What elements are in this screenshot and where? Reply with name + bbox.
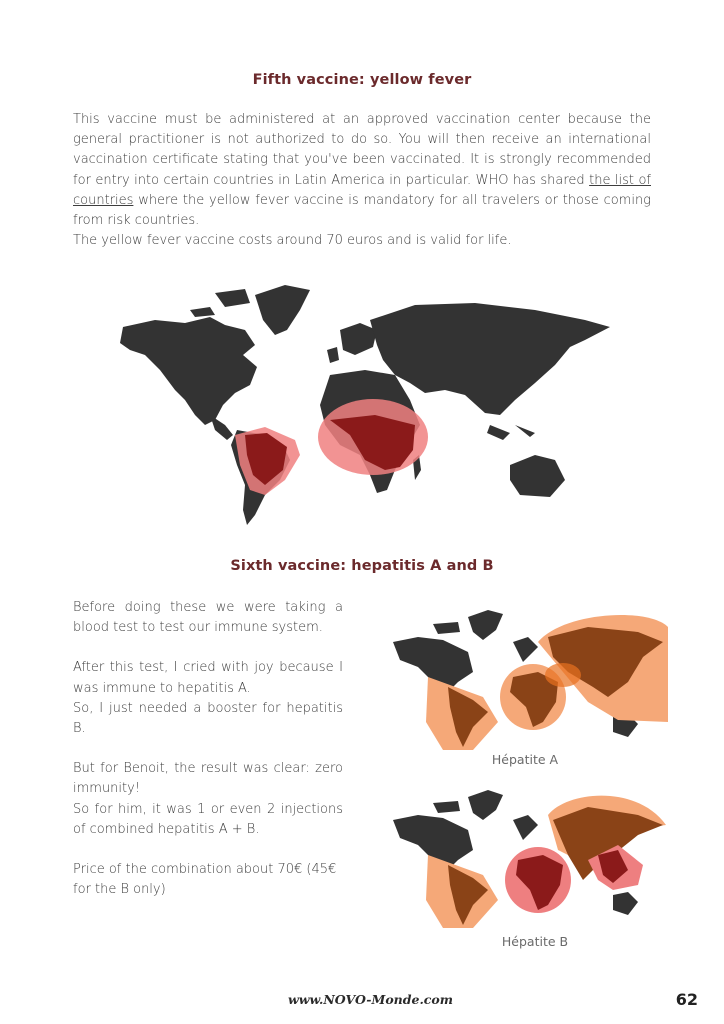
hepatitis-b-map [388,785,668,935]
price-text: The yellow fever vaccine costs around 70 euros and is valid for life. [73,233,512,249]
paragraph-text: But for Benoit, the result was clear: zero immunity! [73,761,343,797]
section-title-yellow-fever: Fifth vaccine: yellow fever [252,72,472,88]
paragraph-text: So, I just needed a booster for hepatitis B. [73,700,343,737]
hepatitis-a-map [388,602,668,752]
countries-list-link[interactable]: the list of countries [73,172,651,208]
paragraph-text: Before doing these we were taking a blood test to test our immune system. [73,600,343,636]
site-logo[interactable]: www.NOVO-Monde.com [288,992,453,1007]
hepatitis-a-caption: Hépatite A [491,752,559,767]
paragraph-text: where the yellow fever vaccine is mandatory for all travelers or those coming from risk countries. [73,192,651,229]
yellow-fever-world-map [115,275,615,530]
paragraph-text: So for him, it was 1 or even 2 injections of combined hepatitis A + B. [73,801,343,837]
paragraph-text: After this test, I cried with joy because I was immune to hepatitis A. [73,660,343,696]
yellow-fever-paragraph [73,110,651,251]
section-title-hepatitis: Sixth vaccine: hepatitis A and B [230,558,494,574]
hepatitis-b-caption: Hépatite B [501,934,569,949]
paragraph-text: This vaccine must be administered at an approved vaccination center because the general practitioner is not authorized to do so. You will then receive an international vaccination certificate stating that you've been vaccinated. It is strongly recommended for entry into certain countries in Latin America in particular. WHO has shared [73,112,651,188]
page-number: 62 [675,990,698,1009]
paragraph-text: Price of the combination about 70€ (45€ for the B only) [73,862,337,898]
hepatitis-paragraphs [73,598,343,900]
